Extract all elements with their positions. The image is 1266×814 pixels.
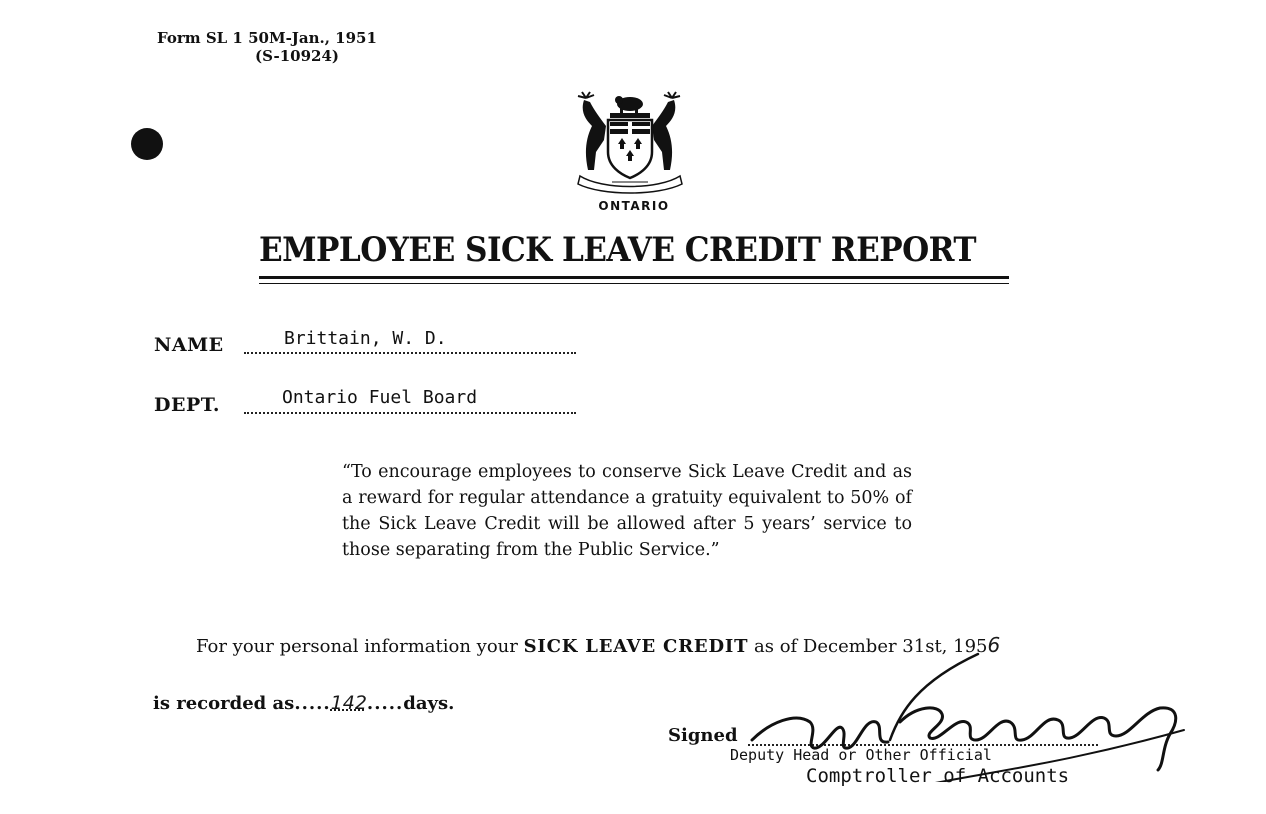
page-title: EMPLOYEE SICK LEAVE CREDIT REPORT [259,230,977,270]
dept-dotted-line [244,410,576,414]
signed-label: Signed [668,725,738,746]
recorded-start: is recorded as [153,693,295,714]
coat-of-arms-icon [572,90,688,194]
recorded-line: is recorded as.....142.....days. [153,692,455,714]
credit-sentence-end: as of December 31st, 195 [754,636,988,657]
sick-leave-credit-heading: SICK LEAVE CREDIT [523,636,749,657]
form-number: Form SL 1 50M-Jan., 1951 [157,29,377,47]
title-rule-thick [259,276,1009,279]
year-digit: 6 [987,633,1001,657]
punch-hole [131,128,163,160]
recorded-end: days. [403,693,455,714]
comptroller-title: Comptroller of Accounts [806,765,1070,787]
form-identifier [157,29,377,65]
form-code: (S-10924) [255,47,339,65]
name-label: NAME [154,334,224,356]
province-name: ONTARIO [598,199,670,213]
credit-sentence-start: For your personal information your [196,636,518,657]
gratuity-quote: “To encourage employees to conserve Sick Leave Credit and as a reward for regular attendance a gratuity equivalent to 50% of the Sick Leave Credit will be allowed after 5 years’ service to those separating from the Public Service.” [342,462,912,560]
dept-value: Ontario Fuel Board [282,387,478,408]
handwritten-signature-icon [740,652,1200,782]
title-rule-thin [259,283,1009,284]
official-line: Deputy Head or Other Official [730,746,992,764]
dept-label: DEPT. [154,394,221,416]
name-value: Brittain, W. D. [284,328,447,349]
name-dotted-line [244,350,576,354]
days-value: 142 [330,692,367,714]
